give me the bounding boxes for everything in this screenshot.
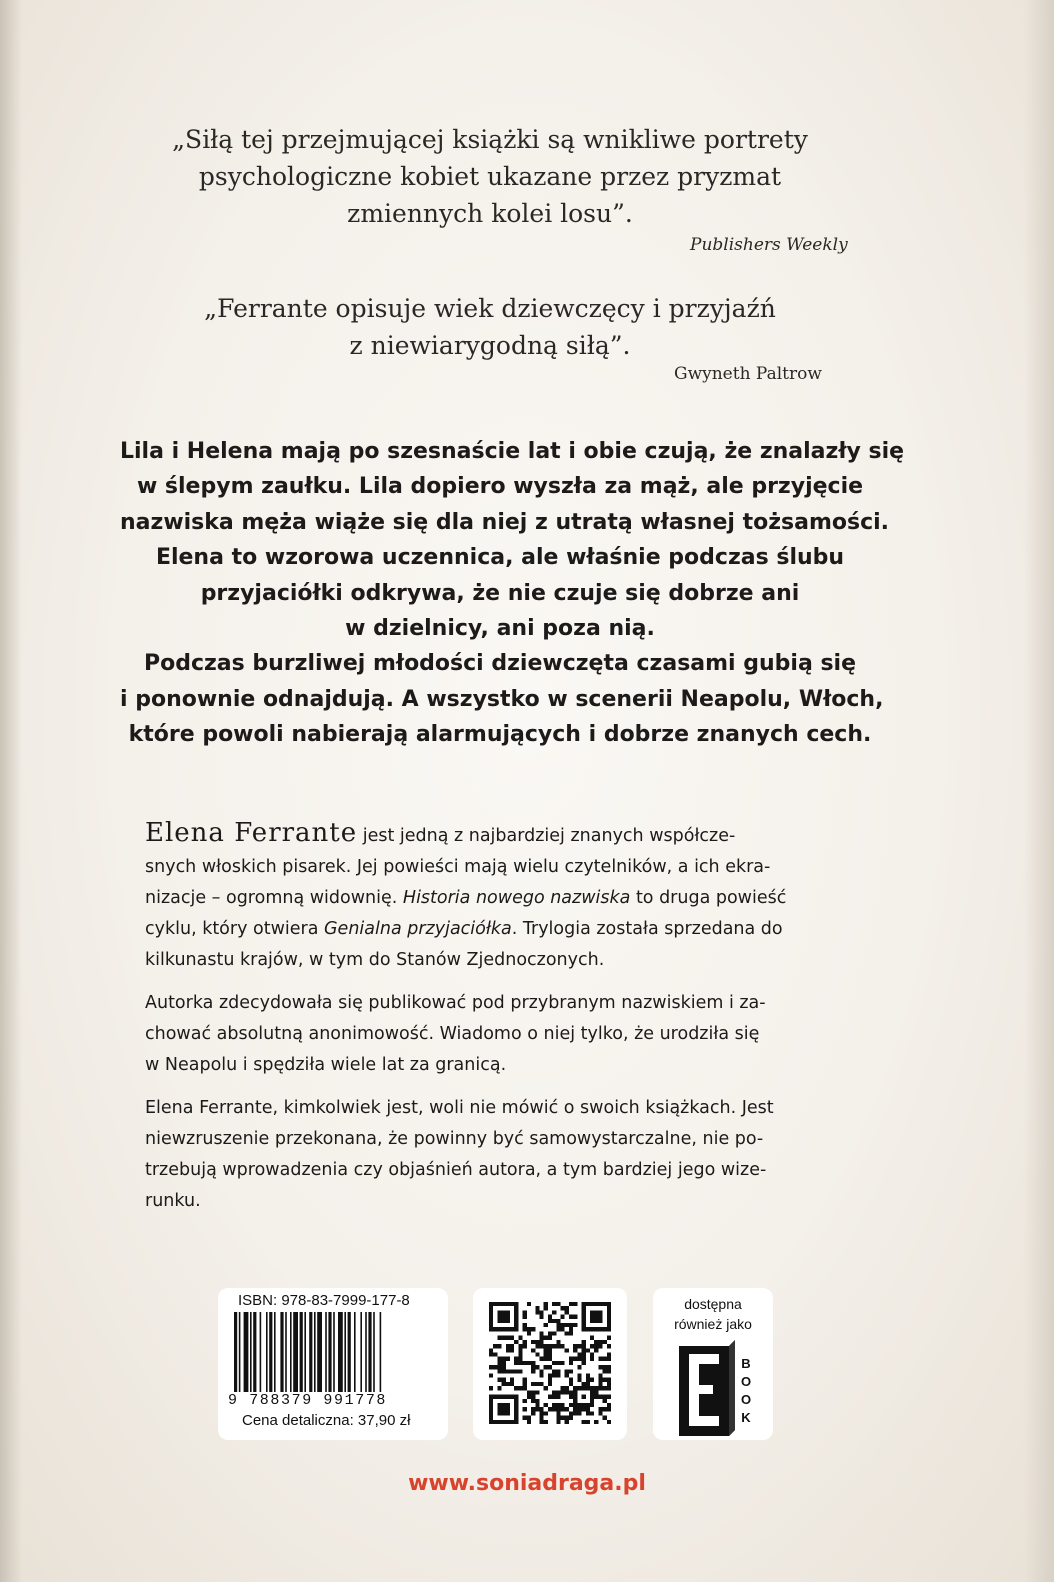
author-name: Elena Ferrante	[145, 818, 358, 848]
blurb-line: nazwiska męża wiąże się dla niej z utratą własnej tożsamości.	[120, 509, 890, 535]
bio-line: w Neapolu i spędziła wiele lat za granicą.	[145, 1055, 507, 1075]
cover-right-edge	[1024, 0, 1054, 1582]
bio-line: snych włoskich pisarek. Jej powieści mają wielu czytelników, a ich ekra-	[145, 857, 771, 877]
bio-line: runku.	[145, 1191, 201, 1211]
publisher-website[interactable]: www.soniadraga.pl	[408, 1471, 646, 1496]
isbn-digits: 9 788379 991778	[228, 1392, 388, 1409]
ebook-caption-line: również jako	[674, 1316, 752, 1332]
quote-1-attribution: Publishers Weekly	[690, 235, 848, 255]
bio-line	[145, 818, 837, 852]
quote-1	[140, 121, 840, 232]
bio-text: to druga powieść	[630, 888, 787, 908]
bio-text: cyklu, który otwiera	[145, 919, 324, 939]
quote-1-line: zmiennych kolei losu”.	[347, 199, 633, 228]
quote-2	[140, 290, 840, 364]
bio-line: chować absolutną anonimowość. Wiadomo o niej tylko, że urodziła się	[145, 1024, 760, 1044]
blurb-line: Elena to wzorowa uczennica, ale właśnie podczas ślubu	[155, 545, 845, 571]
ebook-caption-line: dostępna	[684, 1296, 742, 1312]
bio-text: nizacje – ogromną widownię.	[145, 888, 403, 908]
isbn-label: ISBN: 978-83-7999-177-8	[238, 1292, 410, 1309]
author-bio	[145, 818, 837, 1217]
ebook-letter: K	[741, 1410, 751, 1425]
barcode-panel	[218, 1288, 448, 1440]
barcode-icon	[232, 1312, 434, 1392]
quote-2-attribution: Gwyneth Paltrow	[674, 364, 822, 384]
quote-2-line: „Ferrante opisuje wiek dziewczęcy i przyjaźń	[204, 294, 776, 323]
bio-line	[145, 883, 837, 914]
blurb-line: w ślepym zaułku. Lila dopiero wyszła za mąż, ale przyjęcie	[136, 474, 864, 500]
bio-line: niewzruszenie przekonana, że powinny być samowystarczalne, nie po-	[145, 1129, 764, 1149]
quote-1-line: psychologiczne kobiet ukazane przez pryzmat	[198, 162, 782, 191]
ebook-letter: O	[740, 1392, 752, 1407]
paragraph-gap	[145, 1081, 837, 1093]
bio-text: jest jedną z najbardziej znanych współcze-	[357, 826, 736, 846]
ebook-logo-icon	[675, 1340, 753, 1436]
bio-line: Autorka zdecydowała się publikować pod przybranym nazwiskiem i za-	[145, 993, 766, 1013]
paragraph-gap	[145, 976, 837, 988]
ebook-panel	[653, 1288, 773, 1440]
blurb-line: Lila i Helena mają po szesnaście lat i obie czują, że znalazły się	[120, 439, 905, 464]
cover-left-edge	[0, 0, 22, 1582]
retail-price: Cena detaliczna: 37,90 zł	[242, 1412, 411, 1429]
blurb-line: w dzielnicy, ani poza nią.	[345, 616, 655, 642]
ebook-letter: O	[740, 1374, 752, 1389]
blurb-line: i ponownie odnajdują. A wszystko w scenerii Neapolu, Włoch,	[120, 686, 884, 712]
bio-line	[145, 914, 837, 945]
quote-1-line: „Siłą tej przejmującej książki są wnikliwe portrety	[172, 125, 808, 154]
blurb-line: które powoli nabierają alarmujących i dobrze znanych cech.	[128, 722, 872, 748]
bio-line: Elena Ferrante, kimkolwiek jest, woli nie mówić o swoich książkach. Jest	[145, 1098, 774, 1118]
book-blurb	[120, 434, 905, 753]
ebook-letter: B	[741, 1356, 751, 1371]
qr-code-icon	[489, 1302, 611, 1424]
bio-line: trzebują wprowadzenia czy objaśnień autora, a tym bardziej jego wize-	[145, 1160, 767, 1180]
book-title-genialna: Genialna przyjaciółka	[324, 919, 512, 939]
quote-2-line: z niewiarygodną siłą”.	[349, 331, 631, 360]
qr-panel	[473, 1288, 627, 1440]
blurb-line: przyjaciółki odkrywa, że nie czuje się dobrze ani	[200, 580, 800, 606]
book-title-historia: Historia nowego nazwiska	[402, 888, 631, 908]
blurb-line: Podczas burzliwej młodości dziewczęta czasami gubią się	[143, 651, 857, 677]
ebook-caption	[653, 1294, 773, 1334]
bio-text: . Trylogia została sprzedana do	[511, 919, 783, 939]
bio-line: kilkunastu krajów, w tym do Stanów Zjednoczonych.	[145, 950, 605, 970]
